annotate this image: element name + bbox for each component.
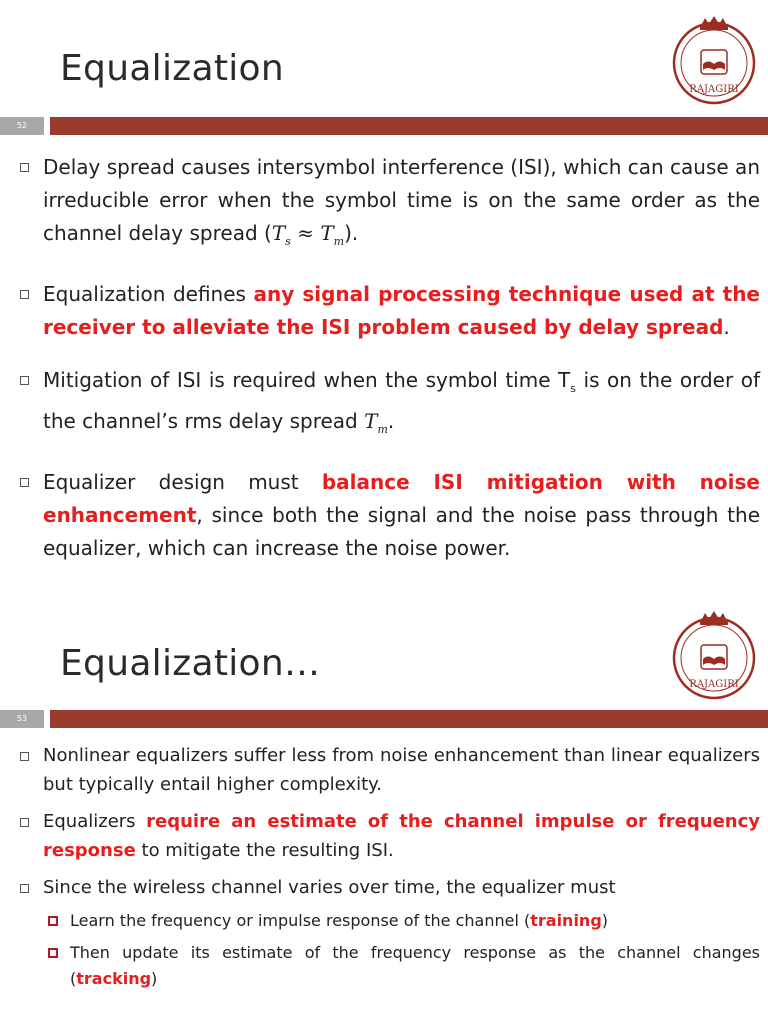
highlight-text: training (530, 911, 602, 930)
rajagiri-seal-logo (672, 609, 756, 701)
square-bullet-icon (20, 376, 29, 385)
square-bullet-icon (20, 163, 29, 172)
bullet-item: Equalizer design must balance ISI mitigation with noise enhancement, since both the signal and the noise pass through the equalizer, which can increase the noise power. (20, 466, 760, 565)
slide-title: Equalization… (60, 643, 321, 684)
bullet-item: Delay spread causes intersymbol interference (ISI), which can cause an irreducible error when the symbol time is on the same order as the channel delay spread $(T_s \approx T_m)$. (20, 151, 760, 258)
square-bullet-icon (20, 752, 29, 761)
filled-square-bullet-icon (48, 916, 58, 926)
accent-stripe (50, 710, 768, 728)
bullet-item: Since the wireless channel varies over time, the equalizer must Learn the frequency or impulse response of the channel (training) Then update its estimate of the frequency response as the channel changes (tracking) (20, 873, 760, 992)
slide-bar (0, 117, 768, 135)
square-bullet-icon (20, 290, 29, 299)
math-tm: $T_m$ (364, 409, 388, 436)
square-bullet-icon (20, 884, 29, 893)
highlight-text: balance ISI mitigation with noise enhancement (43, 470, 760, 527)
bullet-item: Mitigation of ISI is required when the symbol time $T_s$ is on the order of the channel’s rms delay spread $T_m$. (20, 364, 760, 446)
slide-title: Equalization (60, 48, 284, 89)
accent-stripe (50, 117, 768, 135)
bullet-item: Equalizers require an estimate of the channel impulse or frequency response to mitigate the resulting ISI. (20, 807, 760, 865)
seal-text: RAJAGIRI (689, 84, 739, 95)
square-bullet-icon (20, 478, 29, 487)
highlight-text: any signal processing technique used at the receiver to alleviate the ISI problem caused by delay spread (43, 282, 760, 339)
slide-number: 52 (0, 117, 44, 135)
sub-bullet-item: Then update its estimate of the frequency response as the channel changes (tracking) (43, 940, 760, 992)
bullet-item: Nonlinear equalizers suffer less from noise enhancement than linear equalizers but typically entail higher complexity. (20, 741, 760, 799)
highlight-text: tracking (76, 969, 152, 988)
slide-53 (0, 605, 768, 1024)
slide-bar (0, 710, 768, 728)
bullet-item: Equalization defines any signal processing technique used at the receiver to alleviate the ISI problem caused by delay spread. (20, 278, 760, 344)
seal-text: RAJAGIRI (689, 679, 739, 690)
highlight-text: require an estimate of the channel impulse or frequency response (43, 811, 760, 861)
math-ts: $T_s \approx T_m$ (271, 221, 345, 248)
bullet-list (20, 741, 760, 1000)
sub-bullet-list (43, 908, 760, 992)
slide-number: 53 (0, 710, 44, 728)
square-bullet-icon (20, 818, 29, 827)
bullet-list (20, 151, 760, 585)
rajagiri-seal-logo (672, 14, 756, 106)
sub-bullet-item: Learn the frequency or impulse response of the channel (training) (43, 908, 760, 934)
filled-square-bullet-icon (48, 948, 58, 958)
